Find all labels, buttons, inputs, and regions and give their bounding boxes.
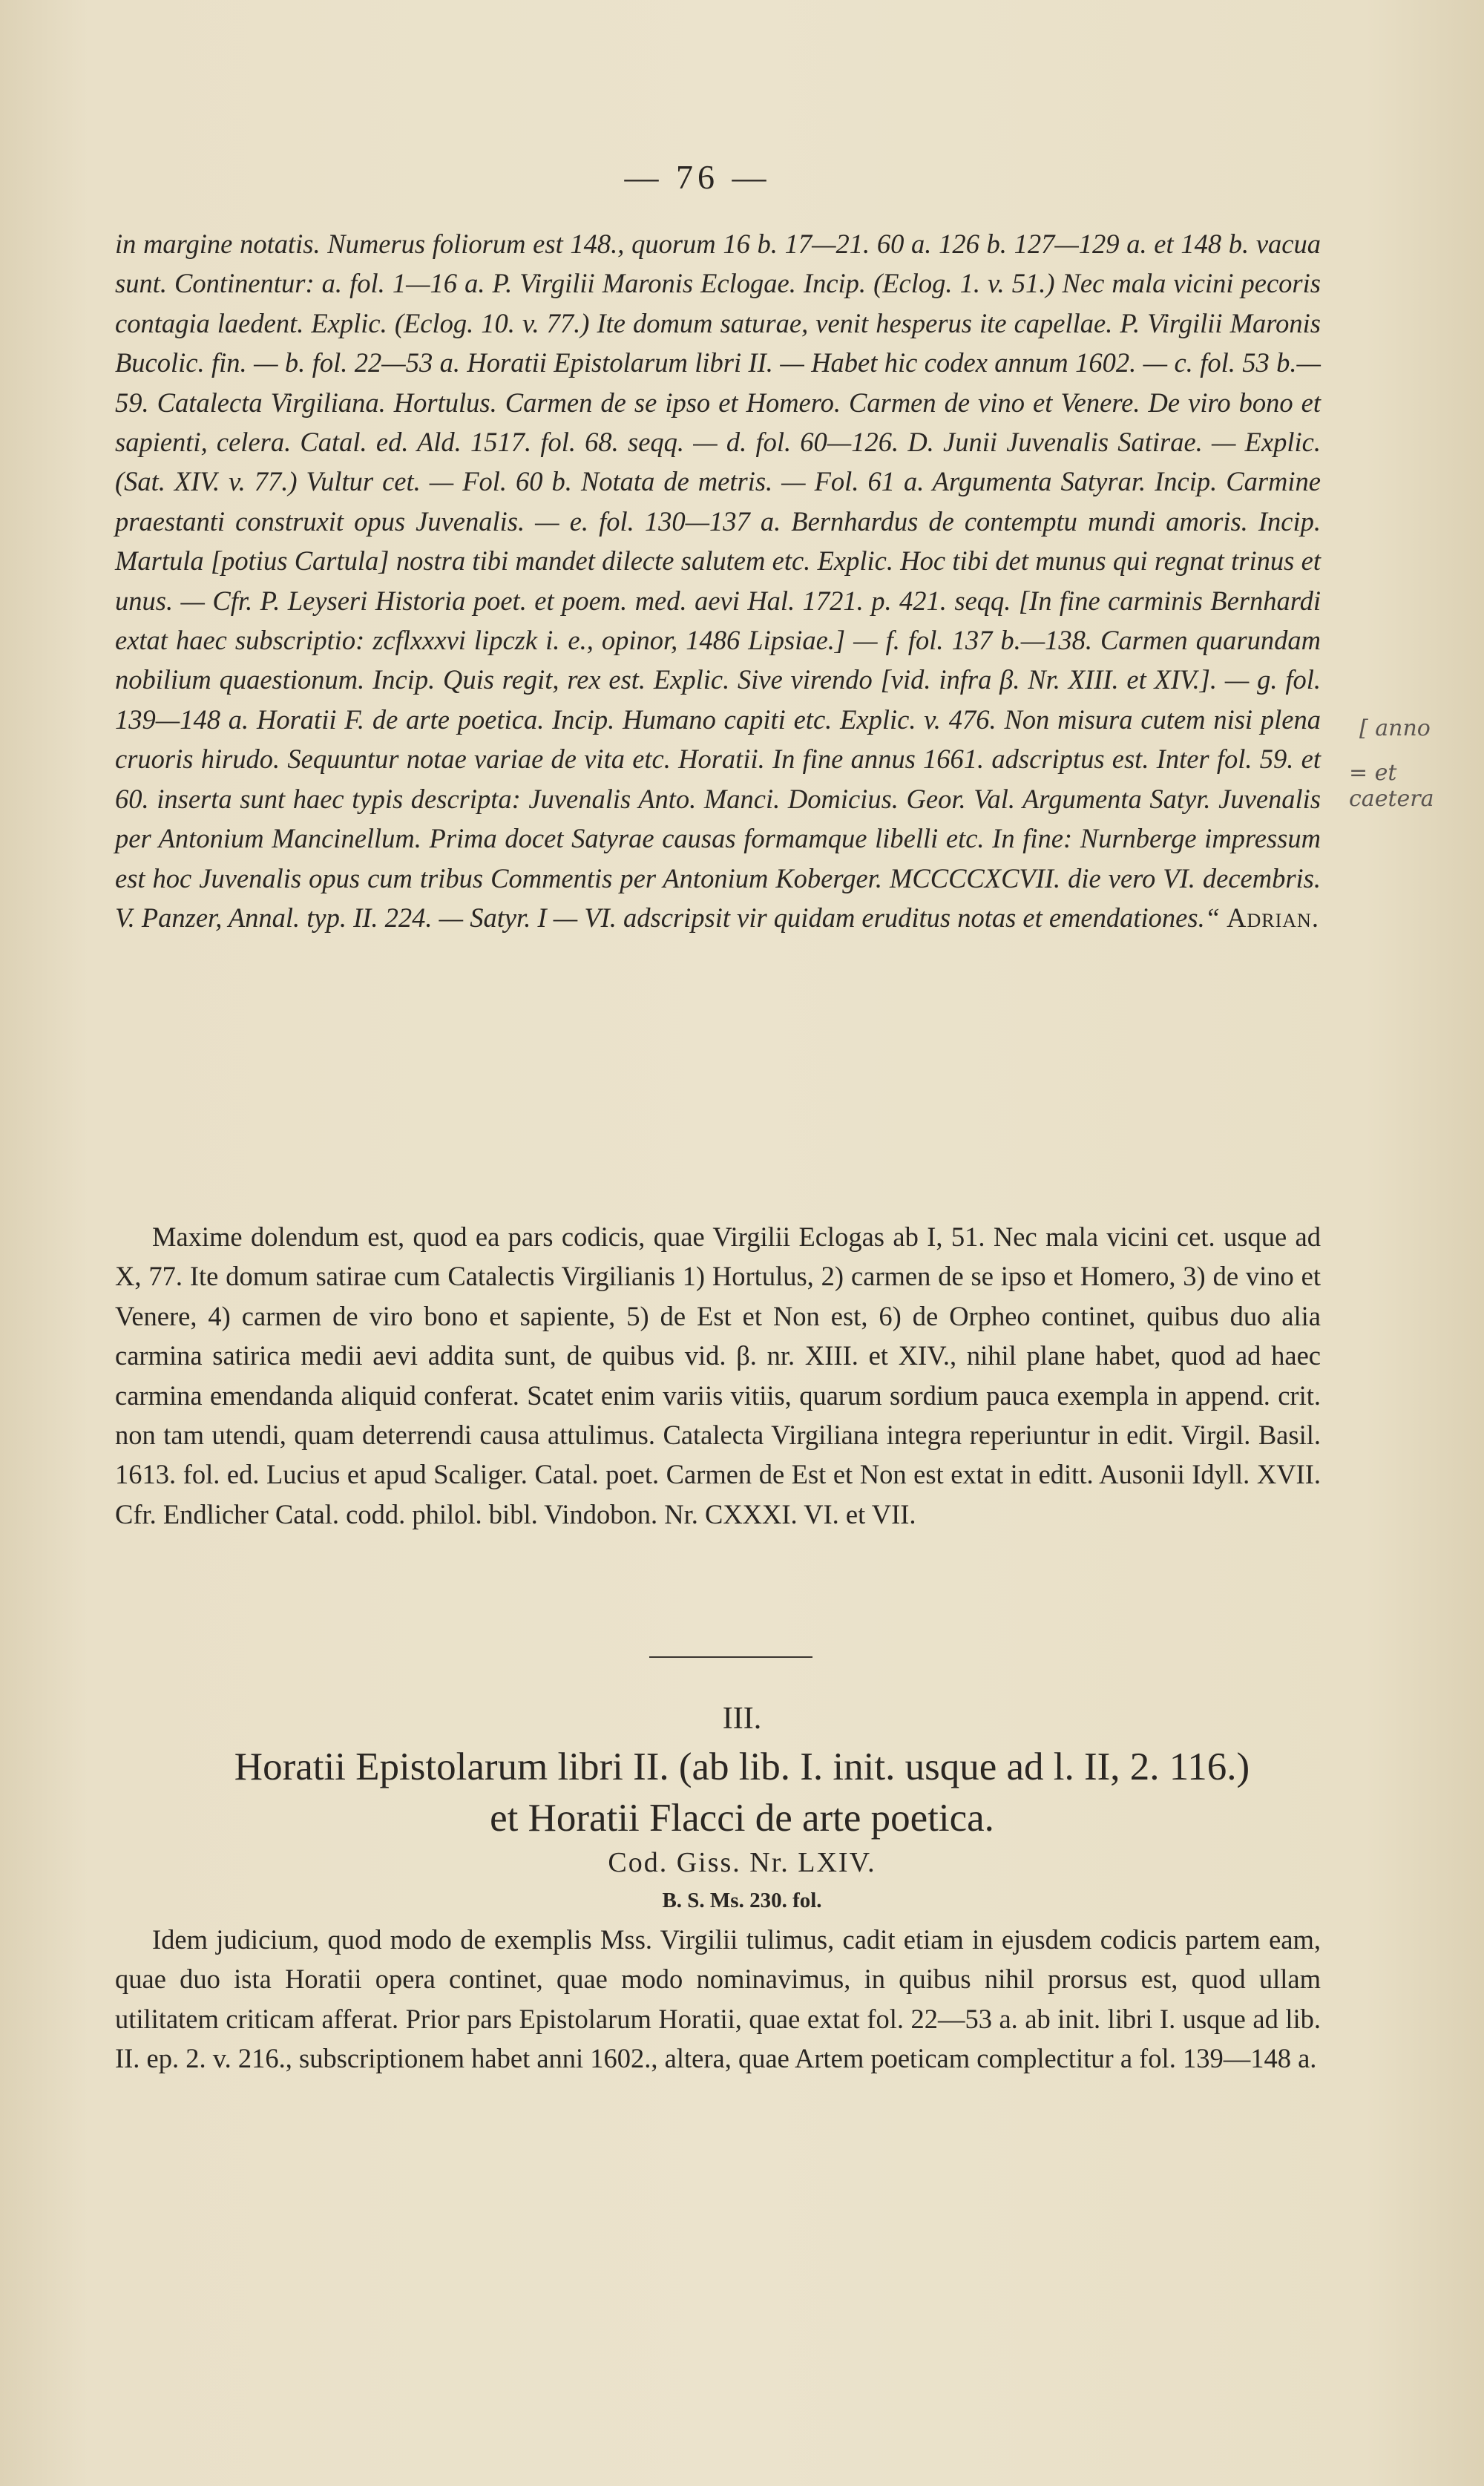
paragraph-virgil: Maxime dolendum est, quod ea pars codicis, quae Virgilii Eclogas ab I, 51. Nec mala vicini cet. usque ad X, 77. Ite domum satirae cum Catalectis Virgilianis 1) Hortulus, 2) carmen de se ipso et Homero, 3) de vino et Venere, 4) carmen de viro bono et sapiente, 5) de Est et Non est, 6) de Orpheo continet, quibus duo alia carmina satirica medii aevi addita sunt, de quibus vid. β. nr. XIII. et XIV., nihil plane habet, quod ad haec carmina emendanda aliquid conferat. Scatet enim variis vitiis, quarum sordium pauca exempla in append. crit. non tam utendi, quam deterrendi causa attulimus. Catalecta Virgiliana integra reperiuntur in edit. Virgil. Basil. 1613. fol. ed. Lucius et apud Scaliger. Catal. poet. Carmen de Est et Non est extat in editt. Ausonii Idyll. XVII. Cfr. Endlicher Catal. codd. philol. bibl. Vindobon. Nr. CXXXI. VI. et VII. <box>115 1221 1321 1529</box>
section-title-line2: et Horatii Flacci de arte poetica. <box>490 1797 994 1840</box>
margin-note: = et caetera <box>1349 760 1434 812</box>
margin-note: [ anno <box>1359 715 1431 741</box>
codex-reference: Cod. Giss. Nr. LXIV. <box>608 1847 876 1878</box>
footnote-block <box>115 224 1321 937</box>
footnote-body: in margine notatis. Numerus foliorum est 148., quorum 16 b. 17—21. 60 a. 126 b. 127—129 a. et 148 b. vacua sunt. Continentur: a. fol. 1—16 a. P. Virgilii Maronis Eclogae. Incip. (Eclog. 1. v. 51.) Nec mala vicini pecoris contagia laedent. Explic. (Eclog. 10. v. 77.) Ite domum saturae, venit hesperus ite capellae. P. Virgilii Maronis Bucolic. fin. — b. fol. 22—53 a. Horatii Epistolarum libri II. — Habet hic codex annum 1602. — c. fol. 53 b.—59. Catalecta Virgiliana. Hortulus. Carmen de se ipso et Homero. Carmen de vino et Venere. De viro bono et sapienti, celera. Catal. ed. Ald. 1517. fol. 68. seqq. — d. fol. 60—126. D. Junii Juvenalis Satirae. — Explic. (Sat. XIV. v. 77.) Vultur cet. — Fol. 60 b. Notata de metris. — Fol. 61 a. Argumenta Satyrar. Incip. Carmine praestanti construxit opus Juvenalis. — e. fol. 130—137 a. Bernhardus de contemptu mundi amoris. Incip. Martula [potius Cartula] nostra tibi mandet dilecte salutem etc. Explic. Hoc tibi det munus qui regnat trinus et unus. — Cfr. P. Leyseri Historia poet. et poem. med. aevi Hal. 1721. p. 421. seqq. [In fine carminis Bernhardi extat haec subscriptio: zcflxxxvi lipczk i. e., opinor, 1486 Lipsiae.] — f. fol. 137 b.—138. Carmen quarundam nobilium quaestionum. Incip. Quis regit, rex est. Explic. Sive virendo [vid. infra β. Nr. XIII. et XIV.]. — g. fol. 139—148 a. Horatii F. de arte poetica. Incip. Humano capiti etc. Explic. v. 476. Non misura cutem nisi plena cruoris hirudo. Sequuntur notae variae de vita etc. Horatii. In fine annus 1661. adscriptus est. Inter fol. 59. et 60. inserta sunt haec typis descripta: Juvenalis Anto. Manci. Domicius. Geor. Val. Argumenta Satyr. Juvenalis per Antonium Mancinellum. Prima docet Satyrae causas formamque libelli etc. In fine: Nurnberge impressum est hoc Juvenalis opus cum tribus Commentis per Antonium Koberger. MCCCCXCVII. die vero VI. decembris. V. Panzer, Annal. typ. II. 224. — Satyr. I — VI. adscripsit vir quidam eruditus notas et emendationes.“ <box>115 229 1321 933</box>
section-divider <box>649 1656 812 1658</box>
section-text-block <box>115 1920 1321 2079</box>
section-title-line1: Horatii Epistolarum libri II. (ab lib. I. init. usque ad l. II, 2. 116.) <box>234 1745 1250 1788</box>
paragraph-horace: Idem judicium, quod modo de exemplis Mss. Virgilii tulimus, cadit etiam in ejusdem codicis partem eam, quae duo ista Horatii opera continet, quae modo nominavimus, in quibus nihil prorsus est, quod ullam utilitatem criticam afferat. Prior pars Epistolarum Horatii, quae extat fol. 22—53 a. ab init. libri I. usque ad lib. II. ep. 2. v. 216., subscriptionem habet anni 1602., altera, quae Artem poeticam complectitur a fol. 139—148 a. <box>115 1924 1321 2074</box>
page-number: — 76 — <box>624 158 771 196</box>
shelfmark: B. S. Ms. 230. fol. <box>662 1889 822 1912</box>
footnote-signature: Adrian. <box>1227 902 1319 933</box>
main-text-block <box>115 1217 1321 1534</box>
section-number: III. <box>722 1702 762 1736</box>
footnote-text <box>115 224 1321 937</box>
